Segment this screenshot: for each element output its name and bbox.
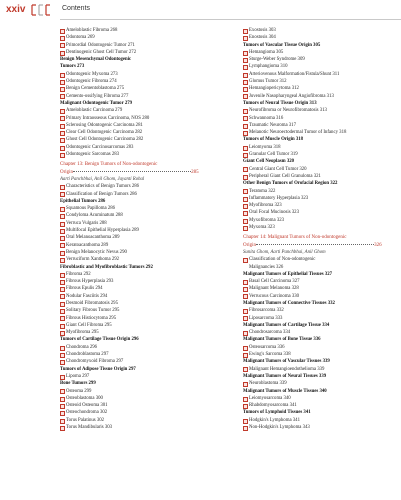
toc-column-right	[243, 27, 395, 431]
toc-column-left	[60, 27, 242, 431]
toc-entry: Ghost Cell Odontogenic Carcinoma 282	[60, 136, 242, 143]
toc-entry: Basal Cell Carcinoma 327	[243, 278, 395, 285]
dot-leader	[256, 244, 374, 245]
toc-entry: Desmoid Fibromatosis 295	[60, 300, 242, 307]
toc-entry: Clear Cell Odontogenic Carcinoma 282	[60, 129, 242, 136]
toc-entry: Classification of Benign Tumors 286	[60, 191, 242, 198]
toc-entry: Enostosis 304	[243, 34, 395, 41]
toc-entry: Schwannoma 316	[243, 115, 395, 122]
chapter-authors: Sunita Ghom, Aarti Panchbhai, Anil Ghom	[243, 249, 326, 255]
toc-entry: Lipoma 297	[60, 373, 242, 380]
toc-entry: Oral Focal Mucinosis 323	[243, 209, 395, 216]
toc-entry: Benign Melanocytic Nevus 290	[60, 249, 242, 256]
chapter-heading: Chapter 13: Benign Tumors of Non-odontogenic	[60, 162, 158, 168]
toc-entry: Verruciform Xanthoma 292	[60, 256, 242, 263]
toc-entry: Hodgkin's Lymphoma 341	[243, 417, 395, 424]
toc-entry: Cemento-ossifying Fibroma 277	[60, 93, 242, 100]
toc-entry: Juvenile Nasopharyngeal Angiofibroma 313	[243, 93, 395, 100]
section-heading: Malignant Tumors of Epithelial Tissues 327	[243, 271, 332, 277]
toc-entry: Solitary Fibrous Tumor 295	[60, 307, 242, 314]
toc-entry: Keratoacanthoma 289	[60, 242, 242, 249]
section-heading: Malignant Tumors of Muscle Tissues 340	[243, 388, 327, 394]
toc-entry: Oral Melanoacanthoma 289	[60, 234, 242, 241]
toc-entry: Benign Cementoblastoma 275	[60, 85, 242, 92]
section-heading: Tumors of Lymphoid Tissues 341	[243, 410, 311, 416]
chapter-title-text: Origin	[60, 169, 74, 175]
toc-entry: Non-Hodgkin's Lymphoma 343	[243, 424, 395, 431]
toc-entry: Exostosis 303	[243, 27, 395, 34]
chapter-title-line	[60, 169, 242, 176]
toc-entry: Osteochondroma 302	[60, 409, 242, 416]
toc-entry: Torus Palatinus 302	[60, 417, 242, 424]
toc-entry: Squamous Papilloma 286	[60, 205, 242, 212]
running-title: Contents	[62, 5, 91, 12]
toc-entry: Teratoma 322	[243, 188, 395, 195]
toc-entry: Primordial Odontogenic Tumor 271	[60, 42, 242, 49]
toc-entry: Granular Cell Tumor 319	[243, 151, 395, 158]
section-heading: Malignant Tumors of Neural Tissues 339	[243, 373, 327, 379]
toc-entry: Malignant Hemangioendothelioma 339	[243, 366, 395, 373]
chapter-title-text: Origin	[243, 242, 257, 248]
toc-entry: Odontoma 269	[60, 34, 242, 41]
toc-entry: Glomus Tumor 312	[243, 78, 395, 85]
section-heading: Other Benign Tumors of Orofacial Region 322	[243, 181, 338, 187]
toc-entry: Fibrous Histiocytoma 295	[60, 315, 242, 322]
toc-entry: Nodular Fasciitis 294	[60, 293, 242, 300]
section-heading: Tumors of Neural Tissue Origin 313	[243, 100, 317, 106]
toc-entry: Rhabdomyosarcoma 341	[243, 402, 395, 409]
toc-entry: Odontogenic Sarcomas 283	[60, 151, 242, 158]
section-heading: Tumors 273	[60, 64, 85, 70]
toc-entry: Inflammatory Hyperplasia 323	[243, 195, 395, 202]
toc-entry: Melanotic Neuroectodermal Tumor of Infancy 318	[243, 129, 395, 136]
chapter-page-number: 326	[374, 242, 382, 248]
page-header	[0, 0, 401, 22]
section-heading: Malignant Tumors of Cartilage Tissue 334	[243, 322, 330, 328]
section-heading: Tumors of Muscle Origin 318	[243, 137, 304, 143]
section-heading: Tumors of Adipose Tissue Origin 297	[60, 366, 136, 372]
toc-entry: Verrucous Carcinoma 330	[243, 293, 395, 300]
toc-entry: Chondroblastoma 297	[60, 351, 242, 358]
toc-entry: Multifocal Epithelial Hyperplasia 289	[60, 227, 242, 234]
toc-entry: Myxofibroma 323	[243, 217, 395, 224]
toc-entry: Ameloblastic Fibroma 268	[60, 27, 242, 34]
section-heading: Malignant Tumors of Bone Tissue 336	[243, 337, 321, 343]
toc-entry: Odontogenic Myxoma 273	[60, 71, 242, 78]
section-heading: Bone Tumors 299	[60, 381, 96, 387]
chapter-title-line	[243, 242, 395, 249]
toc-entry: Sclerosing Odontogenic Carcinoma 281	[60, 122, 242, 129]
toc-entry: Arteriovenous Malformation/Fistula/Shunt 311	[243, 71, 395, 78]
toc-entry: Chondroma 296	[60, 344, 242, 351]
toc-entry: Osteosarcoma 336	[243, 344, 395, 351]
toc-entry: Leiomyosarcoma 340	[243, 395, 395, 402]
toc-entry: Neurofibroma or Neurofibromatosis 313	[243, 107, 395, 114]
section-heading: Tumors of Cartilage Tissue Origin 296	[60, 337, 139, 343]
section-heading: Malignant Tumors of Connective Tissues 332	[243, 300, 335, 306]
toc-entry: Condyloma Acuminatum 288	[60, 212, 242, 219]
toc-entry-continued: Malignancies 326	[249, 264, 284, 270]
section-heading: Tumors of Vascular Tissue Origin 305	[243, 42, 321, 48]
toc-entry: Fibrous Epulis 294	[60, 285, 242, 292]
toc-entry: Osteoblastoma 300	[60, 395, 242, 402]
toc-entry: Ameloblastic Carcinoma 279	[60, 107, 242, 114]
header-rule	[60, 19, 401, 20]
toc-entry: Fibrosarcoma 332	[243, 307, 395, 314]
chapter-page-number: 285	[191, 169, 199, 175]
toc-entry: Liposarcoma 333	[243, 315, 395, 322]
toc-entry: Characteristics of Benign Tumors 286	[60, 183, 242, 190]
toc-entry: Chondrosarcoma 334	[243, 329, 395, 336]
toc-entry: Myofibroma 295	[60, 329, 242, 336]
toc-entry: Central Giant Cell Tumor 320	[243, 166, 395, 173]
dot-leader	[73, 171, 191, 172]
section-heading: Fibroblastic and Myofibroblastic Tumors 292	[60, 264, 153, 270]
toc-entry: Myofibroma 323	[243, 202, 395, 209]
toc-entry: Chondromyxoid Fibroma 297	[60, 358, 242, 365]
toc-entry: Lymphangioma 310	[243, 63, 395, 70]
toc-entry: Dentinogenic Ghost Cell Tumor 272	[60, 49, 242, 56]
toc-entry: Malignant Melanoma 328	[243, 285, 395, 292]
page-number: xxiv	[6, 4, 26, 15]
toc-entry: Torus Mandibularis 303	[60, 424, 242, 431]
toc-entry: Peripheral Giant Cell Granuloma 321	[243, 173, 395, 180]
section-heading: Malignant Odontogenic Tumor 279	[60, 100, 133, 106]
toc-entry: Hemangioma 305	[243, 49, 395, 56]
toc-entry: Primary Intraosseous Carcinoma, NOS 280	[60, 115, 242, 122]
chapter-authors: Aarti Panchbhai, Anil Ghom, Jayanti Rohal	[60, 176, 145, 182]
toc-entry: Fibrous Hyperplasia 293	[60, 278, 242, 285]
toc-entry: Neuroblastoma 339	[243, 380, 395, 387]
bracket-ornament-icon	[30, 3, 54, 17]
section-heading: Giant Cell Neoplasm 320	[243, 159, 295, 165]
section-heading: Malignant Tumors of Vascular Tissues 339	[243, 359, 330, 365]
toc-entry: Ewing's Sarcoma 338	[243, 351, 395, 358]
section-heading: Benign Mesenchymal Odontogenic	[60, 57, 132, 63]
toc-entry: Osteoma 299	[60, 388, 242, 395]
toc-entry: Myxoma 323	[243, 224, 395, 231]
toc-entry: Osteoid Osteoma 301	[60, 402, 242, 409]
toc-entry: Fibroma 292	[60, 271, 242, 278]
toc-entry: Hemangiopericytoma 312	[243, 85, 395, 92]
toc-entry: Giant Cell Fibroma 295	[60, 322, 242, 329]
toc-entry: Odontogenic Carcinosarcomas 283	[60, 144, 242, 151]
toc-entry: Verruca Vulgaris 288	[60, 220, 242, 227]
toc-entry: Classification of Non-odontogenic	[243, 256, 395, 263]
toc-entry: Sturge-Weber Syndrome 309	[243, 56, 395, 63]
section-heading: Epithelial Tumors 286	[60, 198, 106, 204]
toc-entry: Leiomyoma 318	[243, 144, 395, 151]
chapter-heading: Chapter 14: Malignant Tumors of Non-odontogenic	[243, 235, 347, 241]
toc-entry: Odontogenic Fibroma 274	[60, 78, 242, 85]
toc-entry: Traumatic Neuroma 317	[243, 122, 395, 129]
